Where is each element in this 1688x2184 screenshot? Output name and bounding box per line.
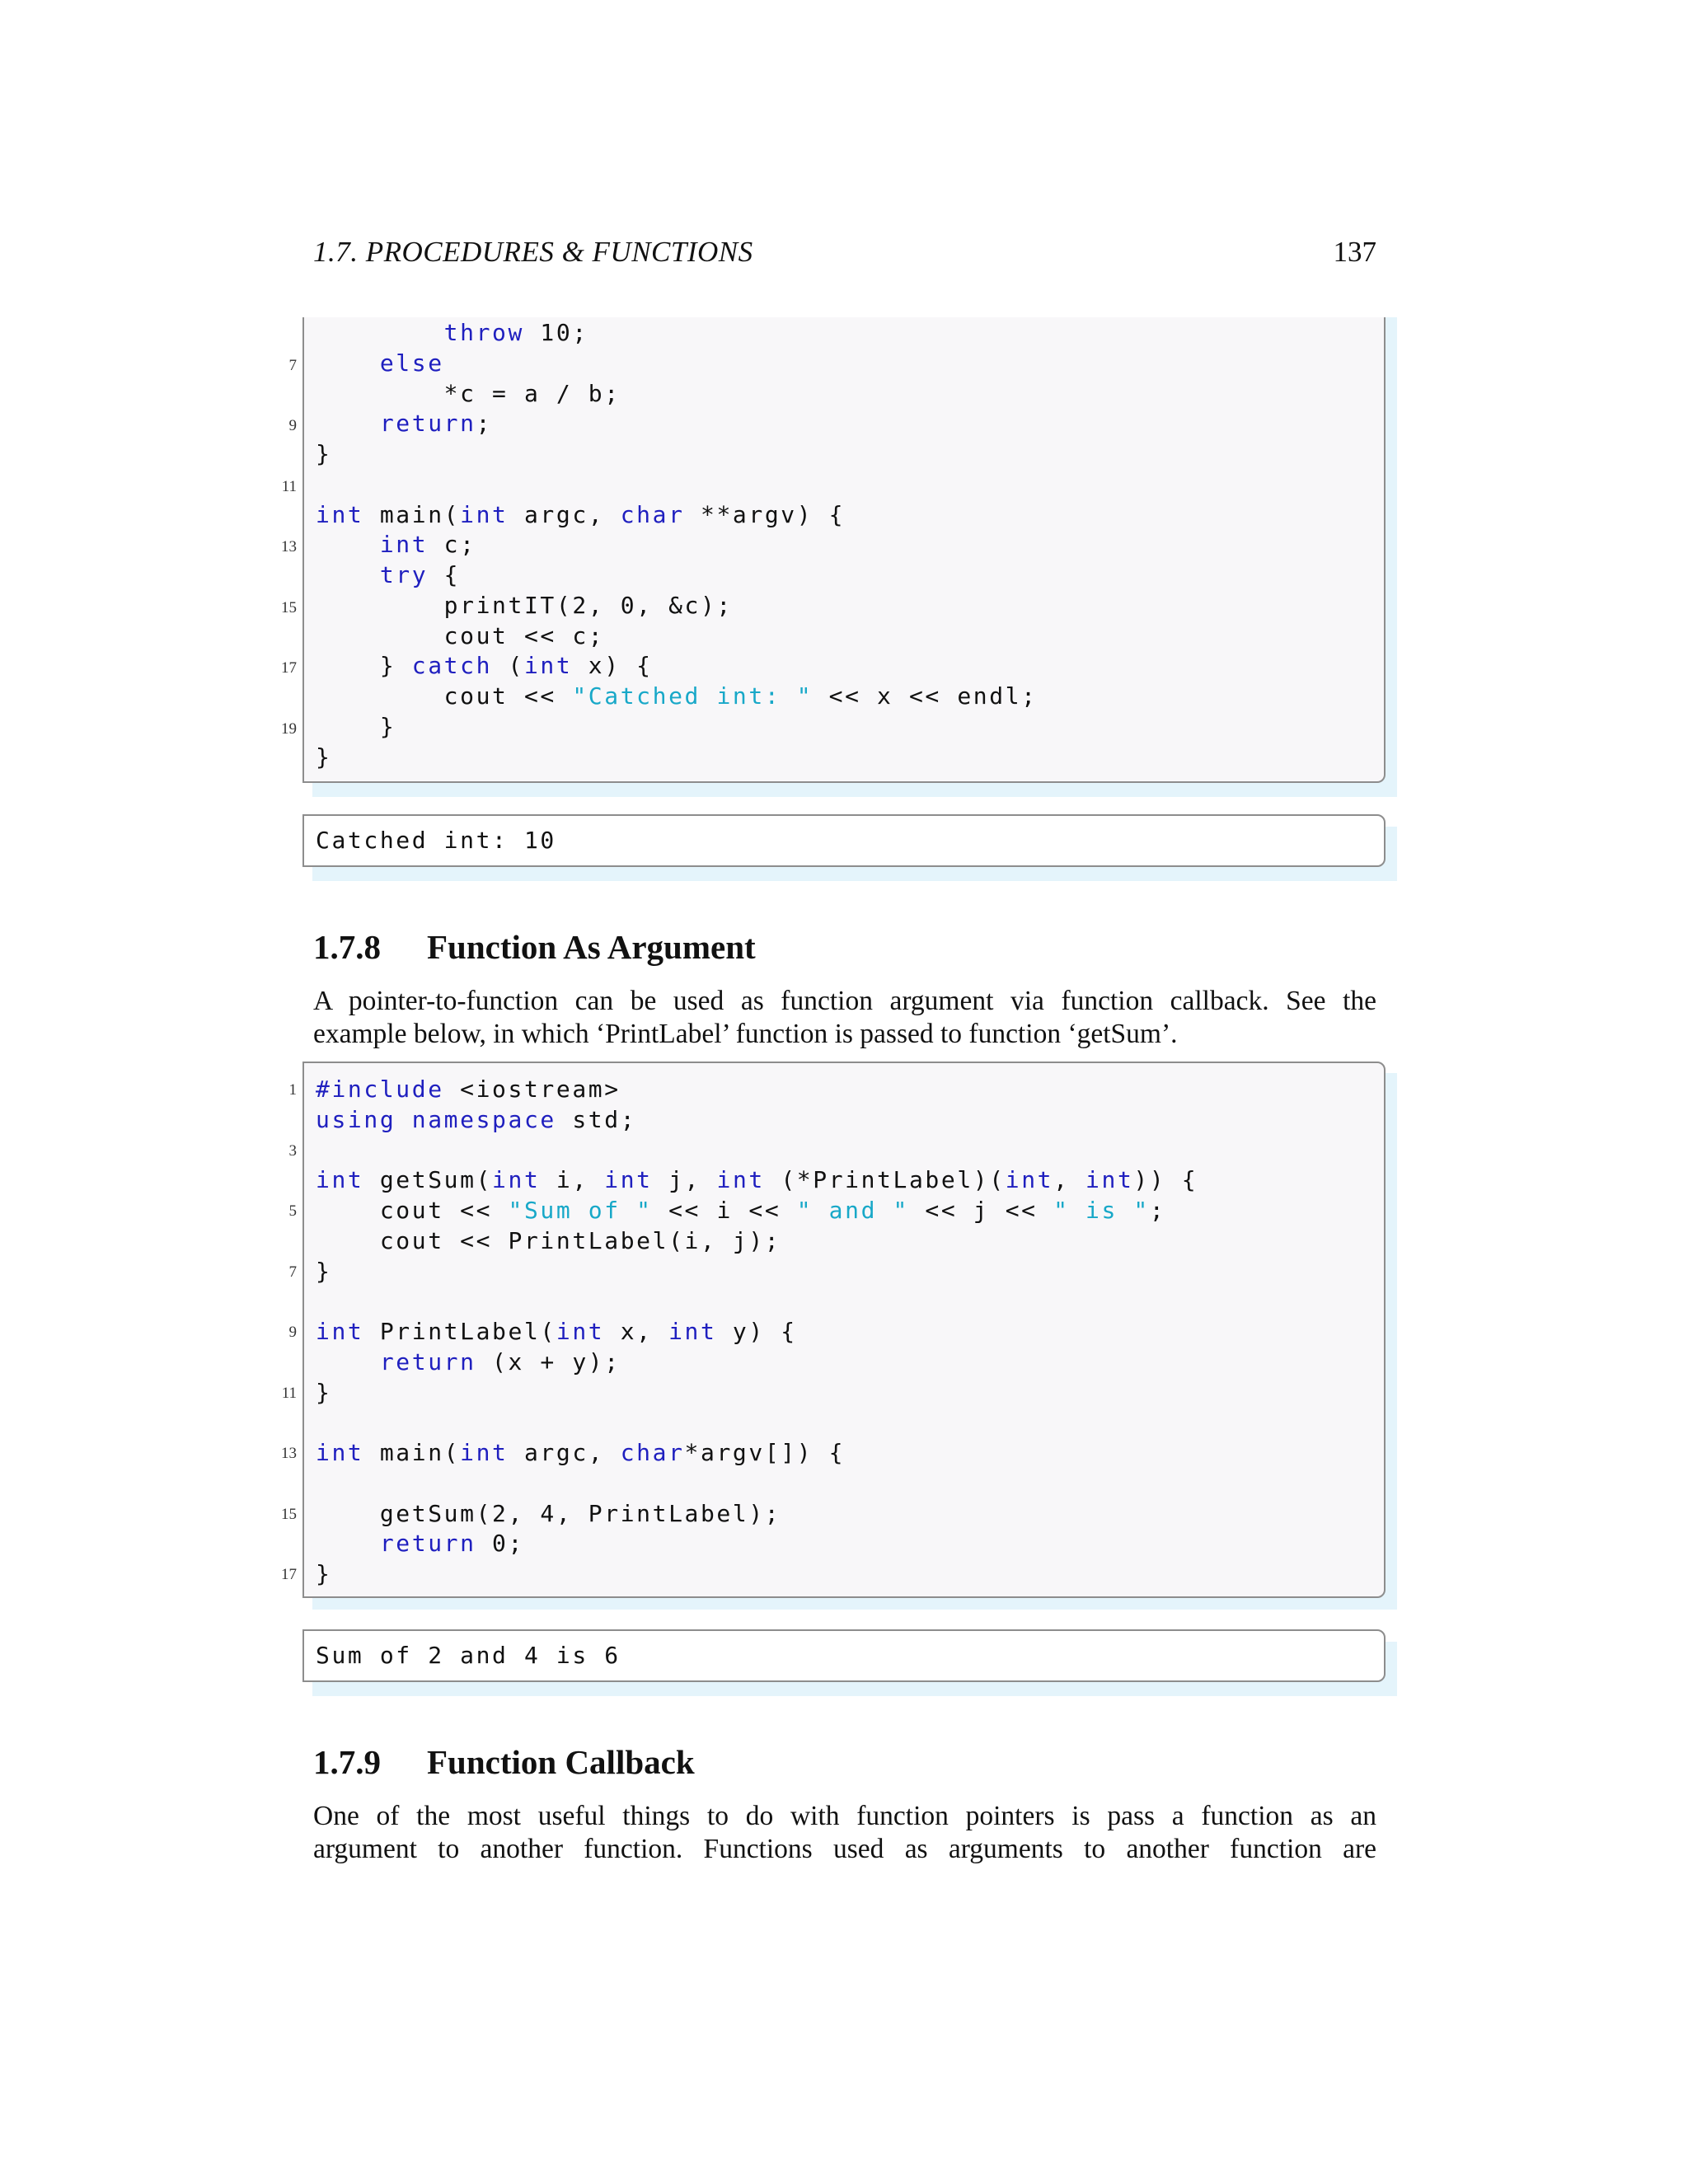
code-text: } <box>316 743 332 771</box>
code-text: } <box>316 440 332 467</box>
code-text: (x + y); <box>476 1347 621 1376</box>
program-output-text: Catched int: 10 <box>316 827 556 854</box>
code-keyword: int <box>460 500 509 528</box>
code-text: } <box>316 1257 332 1285</box>
running-head <box>313 236 1376 272</box>
paragraph-line: A pointer-to-function can be used as function argument via function callback. See the <box>313 986 1376 1016</box>
line-number: 1 <box>288 1081 297 1099</box>
code-line <box>316 1317 797 1347</box>
code-line <box>316 651 653 681</box>
code-keyword: int <box>556 1318 605 1345</box>
code-keyword: return <box>379 410 476 438</box>
paragraph-line: example below, in which ‘PrintLabel’ function is passed to function ‘getSum’. <box>313 1019 1178 1049</box>
code-keyword: return <box>379 1530 476 1558</box>
code-line <box>316 621 604 651</box>
code-keyword: int <box>492 1166 541 1194</box>
code-text: i, <box>540 1166 605 1194</box>
code-text <box>316 410 380 437</box>
code-text: getSum( <box>363 1166 493 1194</box>
code-text: main( <box>363 500 461 528</box>
code-text: <iostream> <box>443 1076 621 1103</box>
code-keyword: namespace <box>411 1105 556 1133</box>
line-number: 9 <box>288 1324 297 1341</box>
code-line <box>316 1438 845 1468</box>
code-text: 0; <box>476 1530 524 1558</box>
code-string: " and " <box>796 1197 909 1224</box>
code-keyword: try <box>379 561 429 588</box>
code-keyword: catch <box>411 652 493 680</box>
code-line <box>316 409 492 438</box>
code-keyword: int <box>316 1439 364 1466</box>
code-keyword: int <box>316 500 364 528</box>
code-text: main( <box>363 1439 461 1466</box>
code-keyword: #include <box>316 1076 444 1103</box>
section-title: Function As Argument <box>427 928 756 966</box>
program-output-text: Sum of 2 and 4 is 6 <box>316 1642 621 1669</box>
code-line <box>316 1559 331 1589</box>
code-keyword: return <box>379 1347 476 1376</box>
program-output-box <box>302 1629 1386 1682</box>
code-string: " is " <box>1053 1197 1150 1224</box>
code-text <box>316 561 380 588</box>
code-text: *c = a / b; <box>316 379 621 407</box>
line-number: 5 <box>288 1202 297 1220</box>
code-keyword: int <box>1085 1166 1134 1194</box>
code-line <box>316 682 1038 711</box>
code-keyword: throw <box>443 319 524 346</box>
section-heading-1-7-9 <box>313 1742 695 1782</box>
code-text: } <box>316 1378 332 1406</box>
code-text: ; <box>1149 1197 1166 1224</box>
code-line <box>316 712 396 742</box>
code-line <box>316 591 733 621</box>
line-number: 15 <box>281 598 297 616</box>
code-line <box>316 1378 331 1408</box>
code-block <box>302 1062 1386 1598</box>
line-number: 11 <box>281 477 297 495</box>
code-text: std; <box>556 1105 637 1133</box>
code-line <box>316 379 621 409</box>
code-line <box>316 439 331 469</box>
code-line <box>316 530 476 560</box>
code-keyword: int <box>716 1166 765 1194</box>
page-number: 137 <box>1333 236 1376 268</box>
code-text: << j << <box>908 1197 1054 1224</box>
paragraph-line: argument to another function. Functions used as arguments to another function are <box>313 1834 1376 1864</box>
code-text: cout << <box>316 1197 509 1224</box>
code-text: 10; <box>523 319 588 346</box>
code-text: ( <box>492 652 524 680</box>
code-line <box>316 1196 1165 1226</box>
line-number: 13 <box>281 1445 297 1462</box>
code-keyword: char <box>620 500 685 528</box>
code-text: ; <box>476 410 493 438</box>
code-text: } <box>316 712 396 740</box>
line-number: 17 <box>281 659 297 677</box>
code-text: y) { <box>716 1318 797 1345</box>
code-line <box>316 1499 781 1529</box>
code-line <box>316 349 444 378</box>
code-text: *argv[]) { <box>684 1439 846 1466</box>
code-keyword: int <box>316 1166 364 1194</box>
code-text: getSum(2, 4, PrintLabel); <box>316 1499 781 1527</box>
code-string: "Sum of " <box>508 1197 653 1224</box>
code-keyword: int <box>316 1318 364 1345</box>
code-text <box>316 319 444 346</box>
code-text: cout << PrintLabel(i, j); <box>316 1226 781 1254</box>
code-text: argc, <box>508 500 621 528</box>
code-keyword: int <box>604 1166 653 1194</box>
code-keyword: char <box>620 1439 685 1466</box>
code-line <box>316 1226 781 1256</box>
section-title: Function Callback <box>427 1743 695 1781</box>
code-text: c; <box>428 531 476 559</box>
code-text: , <box>1053 1166 1086 1194</box>
code-text: cout << <box>316 682 573 710</box>
code-text: PrintLabel( <box>363 1318 556 1345</box>
code-line <box>316 560 460 590</box>
program-output-box <box>302 814 1386 867</box>
code-text: **argv) { <box>684 500 846 528</box>
code-text: << x << endl; <box>813 682 1038 710</box>
line-number: 7 <box>288 1263 297 1281</box>
line-number: 13 <box>281 538 297 556</box>
line-number: 11 <box>281 1384 297 1402</box>
code-text: x) { <box>572 652 653 680</box>
code-line <box>316 1075 621 1104</box>
code-text <box>316 531 380 558</box>
section-paragraph <box>313 1800 1376 1866</box>
code-keyword: int <box>379 531 429 559</box>
line-number: 15 <box>281 1505 297 1523</box>
code-text: )) { <box>1133 1166 1198 1194</box>
code-text: x, <box>604 1318 669 1345</box>
section-number: 1.7.9 <box>313 1743 381 1781</box>
code-line <box>316 1105 636 1135</box>
code-text: << i << <box>652 1197 797 1224</box>
code-text: printIT(2, 0, &c); <box>316 591 733 619</box>
line-number: 7 <box>288 356 297 374</box>
code-text: } <box>316 652 412 680</box>
running-title: 1.7. PROCEDURES & FUNCTIONS <box>313 236 753 268</box>
code-block-continued <box>302 317 1386 783</box>
section-paragraph <box>313 985 1376 1051</box>
code-line <box>316 1257 331 1286</box>
code-keyword: int <box>1005 1166 1054 1194</box>
section-heading-1-7-8 <box>313 927 756 967</box>
code-text <box>316 1530 380 1557</box>
code-line <box>316 1529 524 1558</box>
code-text: } <box>316 1560 332 1587</box>
line-number: 3 <box>288 1141 297 1160</box>
line-number: 19 <box>281 719 297 738</box>
code-keyword: else <box>379 349 444 377</box>
code-text <box>316 349 380 377</box>
line-number: 17 <box>281 1566 297 1583</box>
code-keyword: int <box>460 1439 509 1466</box>
code-text: cout << c; <box>316 621 605 649</box>
code-text: { <box>428 561 461 588</box>
code-line <box>316 318 588 348</box>
section-number: 1.7.8 <box>313 928 381 966</box>
code-text <box>316 1348 380 1376</box>
paragraph-line: One of the most useful things to do with function pointers is pass a function as an <box>313 1801 1376 1831</box>
code-string: "Catched int: " <box>572 682 814 710</box>
code-line <box>316 743 331 772</box>
line-number: 9 <box>288 417 297 435</box>
code-line <box>316 500 845 530</box>
code-keyword: int <box>523 652 573 680</box>
code-keyword: using <box>316 1105 396 1133</box>
code-text: (*PrintLabel)( <box>764 1166 1006 1194</box>
code-line <box>316 1165 1198 1195</box>
code-text <box>396 1106 411 1133</box>
code-keyword: int <box>668 1318 717 1345</box>
code-text: argc, <box>508 1439 621 1466</box>
code-text: j, <box>652 1166 717 1194</box>
code-line <box>316 1347 621 1377</box>
